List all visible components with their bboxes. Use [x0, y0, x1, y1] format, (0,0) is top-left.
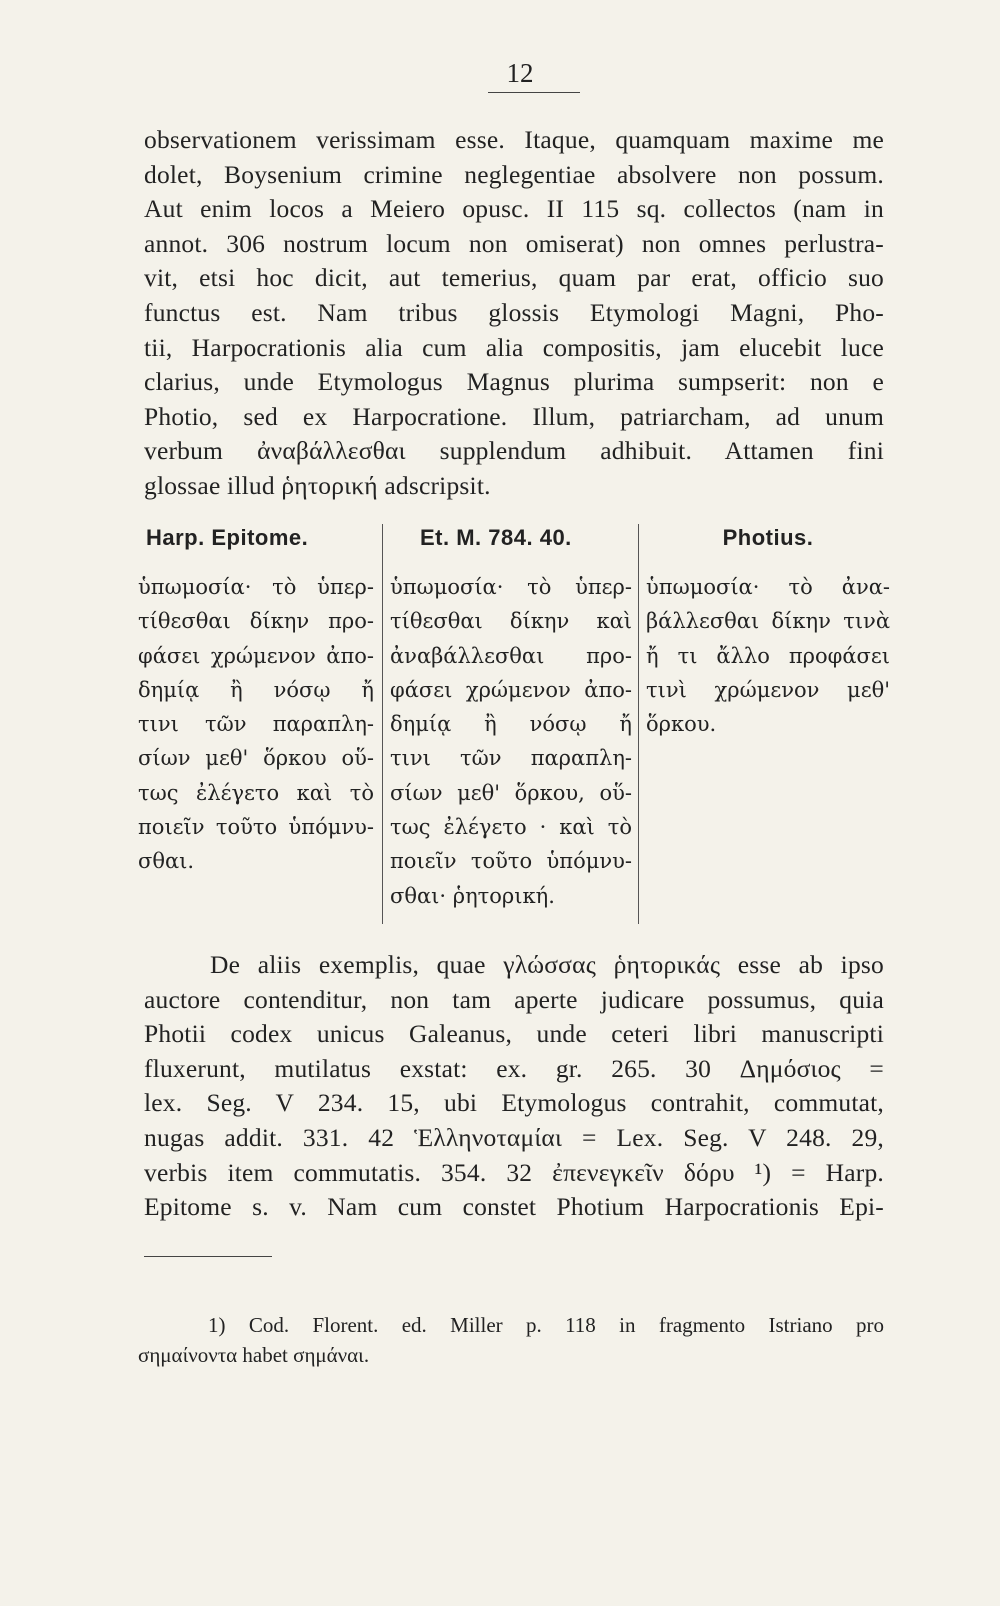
greek-line: τως ἐλέγετο καὶ τὸ [138, 780, 374, 805]
greek-line: σθαι· ῥητορική. [390, 883, 555, 908]
greek-line: τίθεσθαι δίκην καὶ [390, 609, 632, 634]
greek-line: δημίᾳ ἢ νόσῳ ἤ [390, 712, 632, 737]
greek-line: σίων μεθ' ὅρκου οὕ- [138, 746, 374, 771]
text-line: Epitome s. v. Nam cum constet Photium Harpocrationis Epi- [144, 1192, 884, 1222]
footnote-rule [144, 1256, 272, 1257]
footnote-line: 1) Cod. Florent. ed. Miller p. 118 in fragmento Istriano pro [208, 1313, 884, 1337]
greek-line: δημίᾳ ἢ νόσῳ ἤ [138, 677, 374, 702]
page-number: 12 [506, 58, 534, 88]
column-et-m [390, 524, 632, 913]
text-line: verbis item commutatis. 354. 32 ἐπενεγκεῖν δόρυ ¹) = Harp. [144, 1157, 884, 1187]
greek-line: ὅρκου. [646, 712, 717, 737]
text-line: glossae illud ῥητορική adscripsit. [144, 470, 491, 500]
footnote-line: σημαίνοντα habet σημάναι. [138, 1343, 370, 1367]
greek-line: ποιεῖν τοῦτο ὑπόμνυ- [138, 815, 374, 840]
page-number-rule [488, 92, 580, 93]
text-line: observationem verissimam esse. Itaque, quamquam maxime me [144, 125, 884, 154]
greek-line: σίων μεθ' ὅρκου, οὕ- [390, 780, 632, 805]
text-line: dolet, Boysenium crimine neglegentiae absolvere non possum. [144, 159, 884, 189]
column-photius [646, 524, 890, 741]
footnote [138, 1310, 884, 1370]
greek-line: ὑπωμοσία· τὸ ὑπερ- [138, 575, 374, 599]
parallel-glosses-table [138, 524, 890, 924]
column-heading: Et. M. 784. 40. [420, 525, 572, 550]
column-heading: Photius. [722, 525, 814, 550]
column-heading: Harp. Epitome. [146, 525, 309, 550]
greek-line: ἀναβάλλεσθαι προ- [390, 643, 632, 668]
text-line: annot. 306 nostrum locum non omiserat) non omnes perlustra- [144, 228, 884, 258]
text-line: Photii codex unicus Galeanus, unde ceteri libri manuscripti [144, 1019, 884, 1049]
text-line: nugas addit. 331. 42 Ἑλληνοταμίαι = Lex. Seg. V 248. 29, [144, 1122, 884, 1152]
greek-line: τινι τῶν παραπλη- [138, 712, 374, 737]
text-line: verbum ἀναβάλλεσθαι supplendum adhibuit. Attamen fini [144, 436, 884, 466]
text-line: clarius, unde Etymologus Magnus plurima sumpserit: non e [144, 367, 884, 397]
greek-line: τινι τῶν παραπλη- [390, 746, 632, 771]
text-line: fluxerunt, mutilatus exstat: ex. gr. 265. 30 Δημόσιος = [144, 1053, 884, 1083]
greek-line: φάσει χρώμενον ἀπο- [390, 677, 632, 702]
greek-line: τίθεσθαι δίκην προ- [138, 609, 374, 634]
column-harp-epitome [138, 524, 374, 879]
text-line: vit, etsi hoc dicit, aut temerius, quam par erat, officio suo [144, 263, 884, 293]
greek-line: φάσει χρώμενον ἀπο- [138, 643, 374, 668]
text-line: De aliis exemplis, quae γλώσσας ῥητορικάς esse ab ipso [210, 950, 884, 979]
greek-line: ἤ τι ἄλλο προφάσει [646, 643, 890, 668]
greek-line: ποιεῖν τοῦτο ὑπόμνυ- [390, 849, 632, 874]
greek-line: βάλλεσθαι δίκην τινὰ [646, 609, 890, 634]
greek-line: ὑπωμοσία· τὸ ὑπερ- [390, 575, 632, 599]
text-line: Aut enim locos a Meiero opusc. II 115 sq. collectos (nam in [144, 194, 884, 224]
column-divider [382, 524, 383, 924]
greek-line: σθαι. [138, 849, 195, 874]
text-line: lex. Seg. V 234. 15, ubi Etymologus contrahit, commutat, [144, 1088, 884, 1118]
column-divider [638, 524, 639, 924]
text-line: Photio, sed ex Harpocratione. Illum, patriarcham, ad unum [144, 401, 884, 431]
greek-line: τινὶ χρώμενον μεθ' [646, 677, 890, 702]
paragraph-1 [144, 123, 884, 504]
paragraph-2 [144, 948, 884, 1225]
text-line: functus est. Nam tribus glossis Etymologi Magni, Pho- [144, 297, 884, 327]
greek-line: ὑπωμοσία· τὸ ἀνα- [646, 575, 890, 599]
text-line: auctore contenditur, non tam aperte judicare possumus, quia [144, 984, 884, 1014]
text-line: tii, Harpocrationis alia cum alia compositis, jam elucebit luce [144, 332, 884, 362]
greek-line: τως ἐλέγετο · καὶ τὸ [390, 815, 632, 840]
